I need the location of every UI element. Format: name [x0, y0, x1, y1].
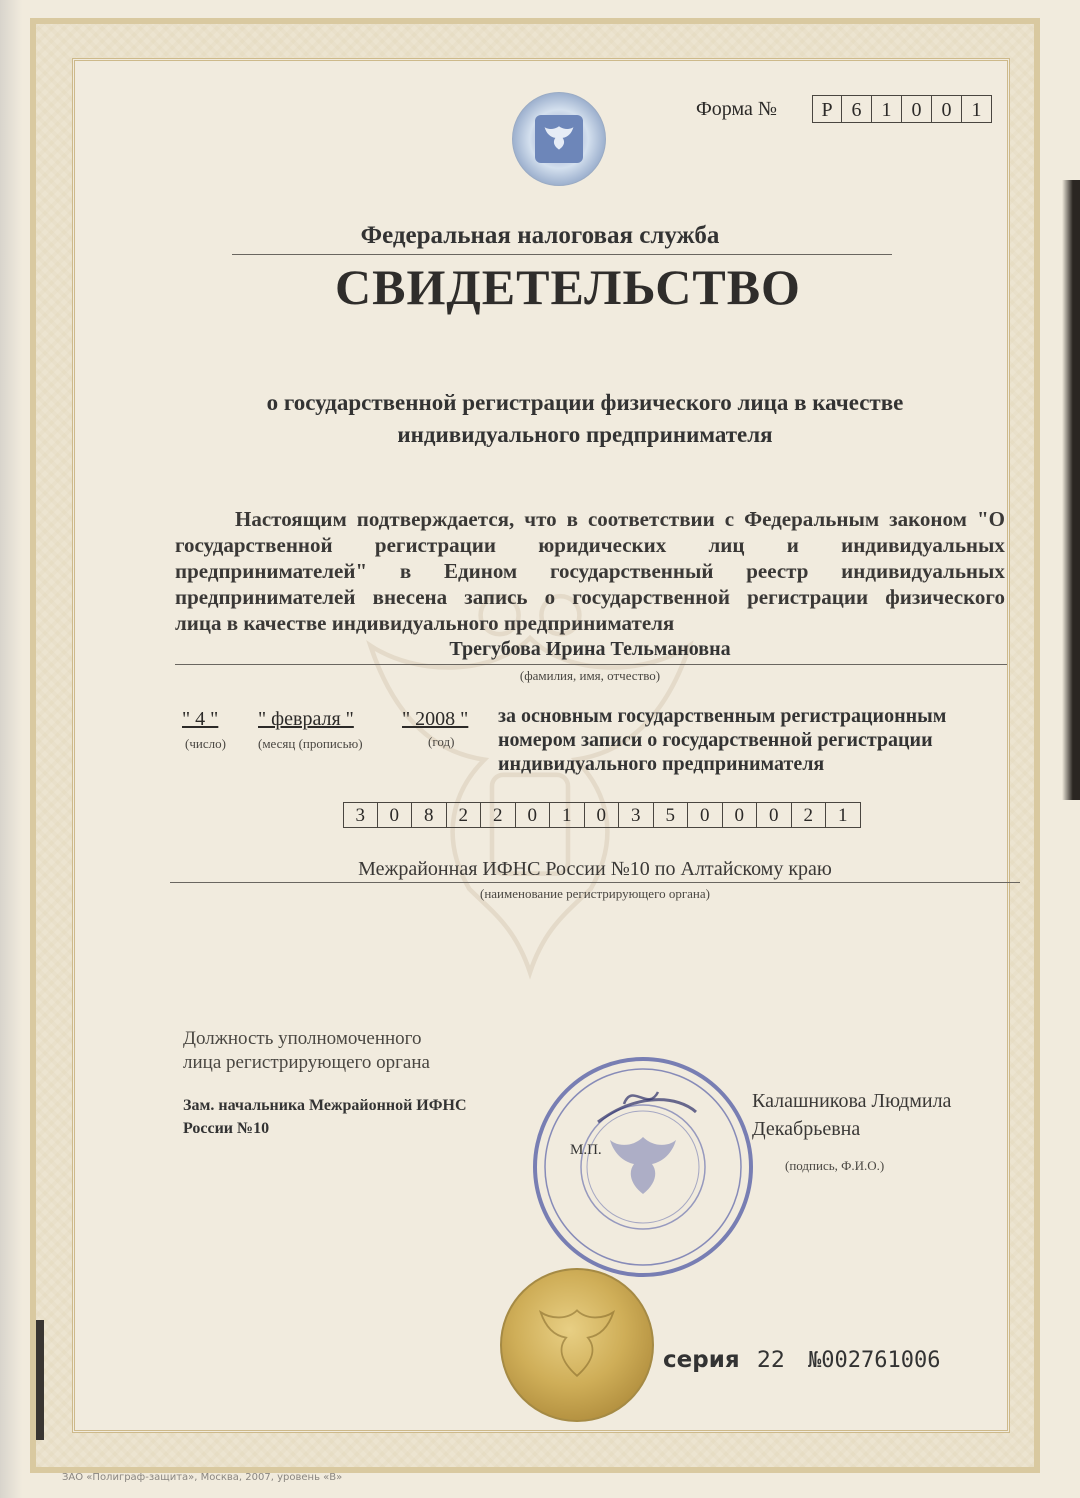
month-caption: (месяц (прописью) — [258, 736, 363, 751]
ogrnip-digit: 3 — [619, 802, 654, 828]
registration-day: " 4 " — [182, 708, 219, 730]
form-label: Форма № — [696, 98, 777, 120]
word: государственной — [175, 533, 333, 557]
stamp-place: М.П. — [570, 1142, 602, 1158]
document-title: СВИДЕТЕЛЬСТВО — [335, 259, 801, 315]
registration-line: индивидуального предпринимателя — [498, 753, 825, 775]
ogrnip-digit: 5 — [654, 802, 689, 828]
double-headed-eagle-icon — [541, 119, 577, 155]
ogrnip-digit: 0 — [516, 802, 551, 828]
word: физического — [885, 585, 1005, 609]
word: соответствии — [587, 507, 715, 531]
word: законом — [889, 507, 967, 531]
word: в — [566, 507, 578, 531]
authority-underline — [170, 882, 1020, 883]
hologram-emblem — [512, 92, 606, 186]
registration-line: номером записи о государственной регистрации — [498, 729, 933, 751]
word: что — [524, 507, 557, 531]
paragraph-line — [175, 506, 1005, 532]
ogrnip-digit: 0 — [378, 802, 413, 828]
signer-name-line2: Декабрьевна — [752, 1118, 861, 1140]
ogrnip-digit: 3 — [343, 802, 378, 828]
word: запись — [464, 585, 528, 609]
word: внесена — [372, 585, 448, 609]
form-code-char: 1 — [872, 95, 902, 123]
word: регистрации — [747, 585, 869, 609]
name-caption: (фамилия, имя, отчество) — [519, 668, 661, 683]
registration-line: за основным государственным регистрационным — [498, 705, 947, 727]
ogrnip-digit: 1 — [550, 802, 585, 828]
form-code — [812, 95, 992, 123]
eagle-emboss-icon — [530, 1294, 624, 1394]
form-code-char: 6 — [842, 95, 872, 123]
signatory-position-line2: России №10 — [183, 1120, 270, 1137]
paragraph-line — [175, 584, 1005, 610]
word: в — [399, 559, 412, 583]
entrepreneur-name: Трегубова Ирина Тельмановна — [449, 638, 731, 660]
position-label-line2: лица регистрирующего органа — [183, 1052, 430, 1073]
ogrnip-digit: 0 — [757, 802, 792, 828]
word: регистрации — [374, 533, 496, 557]
word: лица в качестве индивидуального предпринимателя — [175, 611, 675, 635]
year-caption: (год) — [428, 734, 455, 749]
printer-imprint: ЗАО «Полиграф-защита», Москва, 2007, уровень «В» — [62, 1472, 343, 1483]
position-label-line1: Должность уполномоченного — [183, 1028, 422, 1049]
word: Настоящим — [235, 507, 347, 531]
registration-year: " 2008 " — [402, 708, 469, 730]
registering-authority: Межрайонная ИФНС России №10 по Алтайскому краю — [358, 858, 832, 880]
ogrnip-number — [343, 802, 861, 828]
round-official-stamp-icon — [528, 1052, 758, 1282]
series-number: 22 — [757, 1348, 785, 1373]
authority-caption: (наименование регистрирующего органа) — [479, 886, 710, 901]
registration-month: " февраля " — [258, 708, 354, 730]
word: лиц — [708, 533, 745, 557]
form-code-char: Р — [812, 95, 842, 123]
form-code-char: 1 — [962, 95, 992, 123]
name-underline — [175, 664, 1007, 665]
ogrnip-digit: 0 — [688, 802, 723, 828]
paragraph-line — [175, 532, 1005, 558]
word: "О — [976, 507, 1005, 531]
scan-edge-left — [36, 1320, 44, 1440]
word: и — [786, 533, 799, 557]
ogrnip-digit: 8 — [412, 802, 447, 828]
document-number: №002761006 — [808, 1348, 941, 1373]
word: индивидуальных — [841, 559, 1005, 583]
word: государственный — [549, 559, 714, 583]
word: с — [724, 507, 735, 531]
form-code-char: 0 — [932, 95, 962, 123]
word: о — [544, 585, 556, 609]
word: реестр — [746, 559, 809, 583]
divider — [232, 254, 892, 255]
gold-seal — [500, 1268, 654, 1422]
document-subtitle-line2: индивидуального предпринимателя — [397, 422, 773, 447]
ogrnip-digit: 2 — [792, 802, 827, 828]
form-code-char: 0 — [902, 95, 932, 123]
ogrnip-digit: 2 — [447, 802, 482, 828]
paragraph-line — [175, 558, 1005, 584]
signatory-position-line1: Зам. начальника Межрайонной ИФНС — [183, 1097, 467, 1114]
registration-statement — [498, 704, 946, 776]
signer-name-line1: Калашникова Людмила — [752, 1090, 952, 1112]
word: подтверждается, — [356, 507, 515, 531]
series-label: серия — [663, 1347, 740, 1373]
word: Едином — [443, 559, 518, 583]
word: государственной — [572, 585, 730, 609]
word: индивидуальных — [841, 533, 1005, 557]
certification-paragraph — [175, 506, 1005, 636]
day-caption: (число) — [185, 736, 226, 751]
agency-name: Федеральная налоговая служба — [360, 222, 720, 249]
word: юридических — [538, 533, 667, 557]
ogrnip-digit: 1 — [826, 802, 861, 828]
word: предпринимателей" — [175, 559, 368, 583]
signature-caption: (подпись, Ф.И.О.) — [785, 1158, 885, 1173]
ogrnip-digit: 0 — [585, 802, 620, 828]
word: предпринимателей — [175, 585, 356, 609]
document-subtitle-line1: о государственной регистрации физического лица в качестве — [266, 390, 904, 415]
ogrnip-digit: 0 — [723, 802, 758, 828]
paragraph-line — [175, 610, 1005, 636]
ogrnip-digit: 2 — [481, 802, 516, 828]
word: Федеральным — [744, 507, 880, 531]
